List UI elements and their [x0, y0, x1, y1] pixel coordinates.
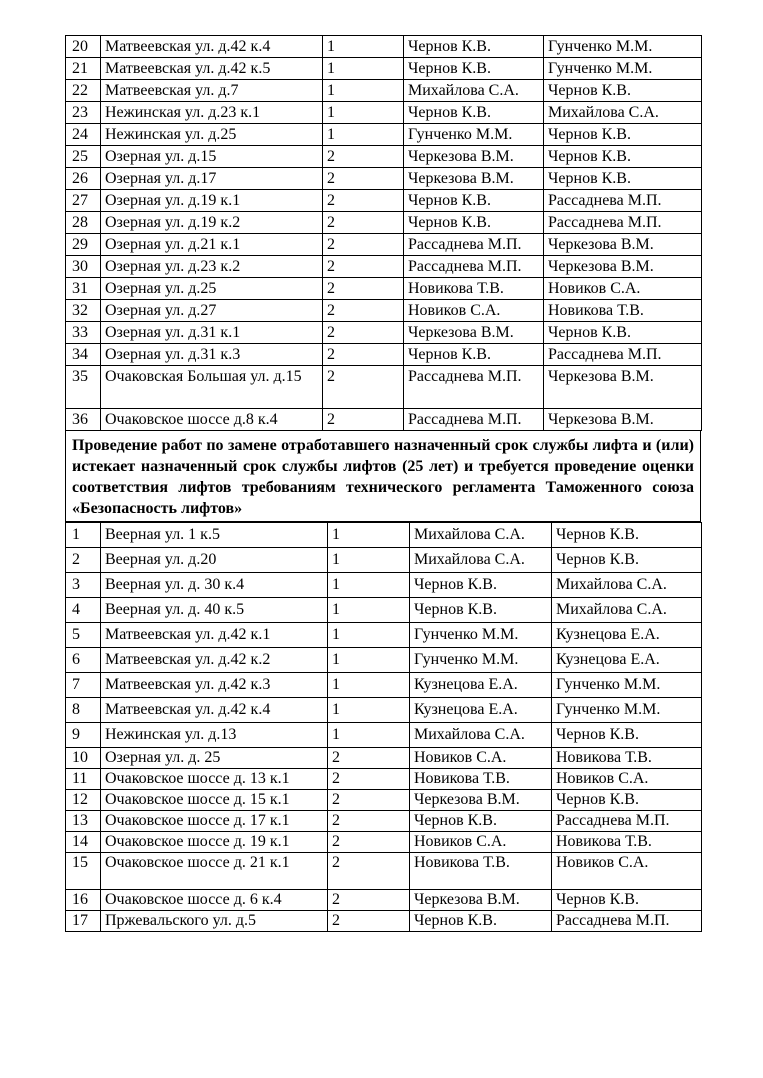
row-number: 21 [66, 58, 101, 80]
row-address: Озерная ул. д.27 [101, 300, 323, 322]
row-number: 14 [66, 832, 101, 853]
row-responsible-backup: Чернов К.В. [552, 548, 702, 573]
row-number: 4 [66, 598, 101, 623]
row-number: 33 [66, 322, 101, 344]
row-code: 2 [323, 168, 404, 190]
row-code: 1 [323, 102, 404, 124]
row-number: 35 [66, 366, 101, 409]
document-page [65, 35, 701, 932]
row-code: 2 [328, 853, 410, 890]
row-address: Очаковское шоссе д. 15 к.1 [101, 790, 328, 811]
table-lifts-replacement [65, 522, 702, 932]
row-number: 28 [66, 212, 101, 234]
row-code: 1 [328, 723, 410, 748]
row-address: Нежинская ул. д.25 [101, 124, 323, 146]
row-responsible-primary: Кузнецова Е.А. [410, 673, 552, 698]
row-responsible-primary: Чернов К.В. [410, 811, 552, 832]
row-code: 1 [323, 124, 404, 146]
row-responsible-primary: Чернов К.В. [404, 58, 544, 80]
row-responsible-primary: Чернов К.В. [410, 573, 552, 598]
row-address: Матвеевская ул. д.42 к.3 [101, 673, 328, 698]
row-code: 2 [323, 300, 404, 322]
row-code: 1 [328, 548, 410, 573]
row-address: Матвеевская ул. д.42 к.4 [101, 698, 328, 723]
row-code: 2 [323, 344, 404, 366]
row-number: 6 [66, 648, 101, 673]
table-row [66, 790, 702, 811]
row-responsible-backup: Новиков С.А. [552, 853, 702, 890]
table-row [66, 832, 702, 853]
row-responsible-backup: Рассаднева М.П. [544, 344, 702, 366]
row-responsible-primary: Новиков С.А. [410, 832, 552, 853]
table-row [66, 58, 702, 80]
row-responsible-primary: Чернов К.В. [404, 190, 544, 212]
row-number: 15 [66, 853, 101, 890]
table-row [66, 102, 702, 124]
row-responsible-backup: Кузнецова Е.А. [552, 623, 702, 648]
row-code: 2 [328, 748, 410, 769]
row-number: 11 [66, 769, 101, 790]
row-code: 2 [323, 190, 404, 212]
row-address: Озерная ул. д.15 [101, 146, 323, 168]
row-code: 2 [328, 769, 410, 790]
section-heading: Проведение работ по замене отработавшего назначенный срок службы лифта и (или) истекает назначенный срок службы лифтов (25 лет) и требуется проведение оценки соответствия лифтов требованиям технического регламента Таможенного союза «Безопасность лифтов» [65, 431, 701, 522]
table-row [66, 322, 702, 344]
row-responsible-backup: Чернов К.В. [544, 124, 702, 146]
row-code: 2 [328, 811, 410, 832]
row-responsible-backup: Рассаднева М.П. [552, 811, 702, 832]
row-code: 1 [328, 598, 410, 623]
row-number: 9 [66, 723, 101, 748]
row-code: 1 [323, 58, 404, 80]
row-number: 32 [66, 300, 101, 322]
row-responsible-backup: Михайлова С.А. [552, 573, 702, 598]
row-responsible-primary: Чернов К.В. [404, 102, 544, 124]
table-row [66, 146, 702, 168]
row-responsible-backup: Чернов К.В. [552, 723, 702, 748]
table-row [66, 278, 702, 300]
row-address: Матвеевская ул. д.42 к.1 [101, 623, 328, 648]
table-row [66, 548, 702, 573]
table-row [66, 234, 702, 256]
row-code: 2 [328, 890, 410, 911]
row-responsible-backup: Новикова Т.В. [552, 832, 702, 853]
row-address: Озерная ул. д.25 [101, 278, 323, 300]
row-responsible-backup: Гунченко М.М. [544, 36, 702, 58]
row-address: Очаковское шоссе д.8 к.4 [101, 409, 323, 431]
table-row [66, 648, 702, 673]
row-number: 1 [66, 523, 101, 548]
row-address: Озерная ул. д.19 к.1 [101, 190, 323, 212]
row-responsible-backup: Чернов К.В. [552, 523, 702, 548]
row-responsible-backup: Михайлова С.А. [552, 598, 702, 623]
table-row [66, 623, 702, 648]
table-lifts-part1 [65, 35, 702, 431]
row-address: Матвеевская ул. д.42 к.5 [101, 58, 323, 80]
row-code: 1 [328, 623, 410, 648]
row-address: Пржевальского ул. д.5 [101, 911, 328, 932]
row-responsible-primary: Черкезова В.М. [404, 322, 544, 344]
row-address: Матвеевская ул. д.42 к.4 [101, 36, 323, 58]
row-responsible-backup: Чернов К.В. [552, 790, 702, 811]
table-row [66, 853, 702, 890]
row-responsible-backup: Кузнецова Е.А. [552, 648, 702, 673]
row-responsible-backup: Гунченко М.М. [544, 58, 702, 80]
row-address: Очаковское шоссе д. 21 к.1 [101, 853, 328, 890]
row-responsible-primary: Черкезова В.М. [404, 146, 544, 168]
row-code: 2 [323, 322, 404, 344]
row-code: 1 [328, 673, 410, 698]
row-number: 34 [66, 344, 101, 366]
row-number: 27 [66, 190, 101, 212]
row-code: 2 [323, 212, 404, 234]
row-number: 12 [66, 790, 101, 811]
row-responsible-primary: Новиков С.А. [404, 300, 544, 322]
row-responsible-primary: Новиков С.А. [410, 748, 552, 769]
row-address: Очаковское шоссе д. 19 к.1 [101, 832, 328, 853]
row-responsible-backup: Чернов К.В. [544, 322, 702, 344]
table-row [66, 598, 702, 623]
table-row [66, 212, 702, 234]
row-number: 5 [66, 623, 101, 648]
row-responsible-primary: Гунченко М.М. [410, 623, 552, 648]
row-address: Веерная ул. 1 к.5 [101, 523, 328, 548]
row-code: 2 [323, 146, 404, 168]
row-address: Веерная ул. д.20 [101, 548, 328, 573]
row-responsible-primary: Новикова Т.В. [410, 853, 552, 890]
row-address: Очаковская Большая ул. д.15 [101, 366, 323, 409]
row-number: 7 [66, 673, 101, 698]
row-address: Озерная ул. д.31 к.1 [101, 322, 323, 344]
row-responsible-primary: Рассаднева М.П. [404, 409, 544, 431]
row-responsible-backup: Рассаднева М.П. [552, 911, 702, 932]
row-number: 3 [66, 573, 101, 598]
row-address: Очаковское шоссе д. 13 к.1 [101, 769, 328, 790]
row-number: 13 [66, 811, 101, 832]
table-row [66, 890, 702, 911]
row-code: 1 [323, 36, 404, 58]
row-responsible-backup: Черкезова В.М. [544, 256, 702, 278]
row-responsible-backup: Чернов К.В. [544, 168, 702, 190]
row-number: 24 [66, 124, 101, 146]
row-address: Веерная ул. д. 30 к.4 [101, 573, 328, 598]
row-number: 20 [66, 36, 101, 58]
row-code: 1 [323, 80, 404, 102]
row-code: 1 [328, 648, 410, 673]
row-responsible-primary: Гунченко М.М. [404, 124, 544, 146]
row-responsible-backup: Новиков С.А. [552, 769, 702, 790]
row-responsible-primary: Михайлова С.А. [410, 523, 552, 548]
row-responsible-primary: Михайлова С.А. [410, 723, 552, 748]
row-number: 2 [66, 548, 101, 573]
row-address: Нежинская ул. д.23 к.1 [101, 102, 323, 124]
row-responsible-backup: Рассаднева М.П. [544, 212, 702, 234]
table-row [66, 256, 702, 278]
row-responsible-backup: Чернов К.В. [552, 890, 702, 911]
row-responsible-primary: Кузнецова Е.А. [410, 698, 552, 723]
table-row [66, 366, 702, 409]
row-address: Очаковское шоссе д. 6 к.4 [101, 890, 328, 911]
row-address: Очаковское шоссе д. 17 к.1 [101, 811, 328, 832]
table-row [66, 748, 702, 769]
row-responsible-primary: Чернов К.В. [410, 598, 552, 623]
table-row [66, 300, 702, 322]
row-responsible-backup: Гунченко М.М. [552, 673, 702, 698]
table-row [66, 698, 702, 723]
table-row [66, 811, 702, 832]
row-responsible-primary: Черкезова В.М. [410, 890, 552, 911]
row-number: 31 [66, 278, 101, 300]
row-address: Нежинская ул. д.13 [101, 723, 328, 748]
table-row [66, 36, 702, 58]
row-address: Озерная ул. д.19 к.2 [101, 212, 323, 234]
table-row [66, 573, 702, 598]
row-address: Матвеевская ул. д.7 [101, 80, 323, 102]
row-number: 17 [66, 911, 101, 932]
row-number: 36 [66, 409, 101, 431]
row-address: Озерная ул. д.17 [101, 168, 323, 190]
row-address: Озерная ул. д.21 к.1 [101, 234, 323, 256]
row-code: 2 [328, 832, 410, 853]
row-number: 23 [66, 102, 101, 124]
row-responsible-primary: Черкезова В.М. [410, 790, 552, 811]
row-responsible-primary: Михайлова С.А. [410, 548, 552, 573]
table-row [66, 409, 702, 431]
row-code: 1 [328, 573, 410, 598]
row-code: 2 [323, 234, 404, 256]
row-responsible-primary: Рассаднева М.П. [404, 256, 544, 278]
row-responsible-primary: Новикова Т.В. [404, 278, 544, 300]
row-number: 10 [66, 748, 101, 769]
row-address: Матвеевская ул. д.42 к.2 [101, 648, 328, 673]
row-responsible-backup: Черкезова В.М. [544, 366, 702, 409]
row-responsible-backup: Михайлова С.А. [544, 102, 702, 124]
row-code: 2 [328, 911, 410, 932]
row-responsible-primary: Новикова Т.В. [410, 769, 552, 790]
table-row [66, 911, 702, 932]
row-number: 29 [66, 234, 101, 256]
row-number: 8 [66, 698, 101, 723]
row-code: 1 [328, 698, 410, 723]
table-row [66, 723, 702, 748]
row-responsible-backup: Новикова Т.В. [544, 300, 702, 322]
row-responsible-primary: Чернов К.В. [404, 212, 544, 234]
row-responsible-backup: Новиков С.А. [544, 278, 702, 300]
row-responsible-backup: Гунченко М.М. [552, 698, 702, 723]
row-code: 2 [323, 278, 404, 300]
row-responsible-primary: Чернов К.В. [410, 911, 552, 932]
row-responsible-primary: Гунченко М.М. [410, 648, 552, 673]
table-row [66, 769, 702, 790]
table-row [66, 190, 702, 212]
row-responsible-backup: Рассаднева М.П. [544, 190, 702, 212]
row-responsible-primary: Михайлова С.А. [404, 80, 544, 102]
row-number: 22 [66, 80, 101, 102]
row-responsible-backup: Новикова Т.В. [552, 748, 702, 769]
row-code: 1 [328, 523, 410, 548]
table-row [66, 344, 702, 366]
table-row [66, 673, 702, 698]
row-number: 25 [66, 146, 101, 168]
table-row [66, 80, 702, 102]
table-row [66, 124, 702, 146]
row-code: 2 [323, 409, 404, 431]
table-lifts-part1-body [66, 36, 702, 431]
row-address: Веерная ул. д. 40 к.5 [101, 598, 328, 623]
row-address: Озерная ул. д. 25 [101, 748, 328, 769]
row-number: 30 [66, 256, 101, 278]
row-code: 2 [328, 790, 410, 811]
row-responsible-backup: Черкезова В.М. [544, 409, 702, 431]
row-responsible-backup: Чернов К.В. [544, 80, 702, 102]
table-lifts-replacement-body [66, 523, 702, 932]
row-number: 16 [66, 890, 101, 911]
row-responsible-backup: Чернов К.В. [544, 146, 702, 168]
row-address: Озерная ул. д.23 к.2 [101, 256, 323, 278]
row-address: Озерная ул. д.31 к.3 [101, 344, 323, 366]
table-row [66, 168, 702, 190]
row-code: 2 [323, 366, 404, 409]
row-code: 2 [323, 256, 404, 278]
row-number: 26 [66, 168, 101, 190]
row-responsible-primary: Чернов К.В. [404, 344, 544, 366]
row-responsible-primary: Рассаднева М.П. [404, 234, 544, 256]
row-responsible-primary: Черкезова В.М. [404, 168, 544, 190]
row-responsible-primary: Рассаднева М.П. [404, 366, 544, 409]
table-row [66, 523, 702, 548]
row-responsible-primary: Чернов К.В. [404, 36, 544, 58]
row-responsible-backup: Черкезова В.М. [544, 234, 702, 256]
